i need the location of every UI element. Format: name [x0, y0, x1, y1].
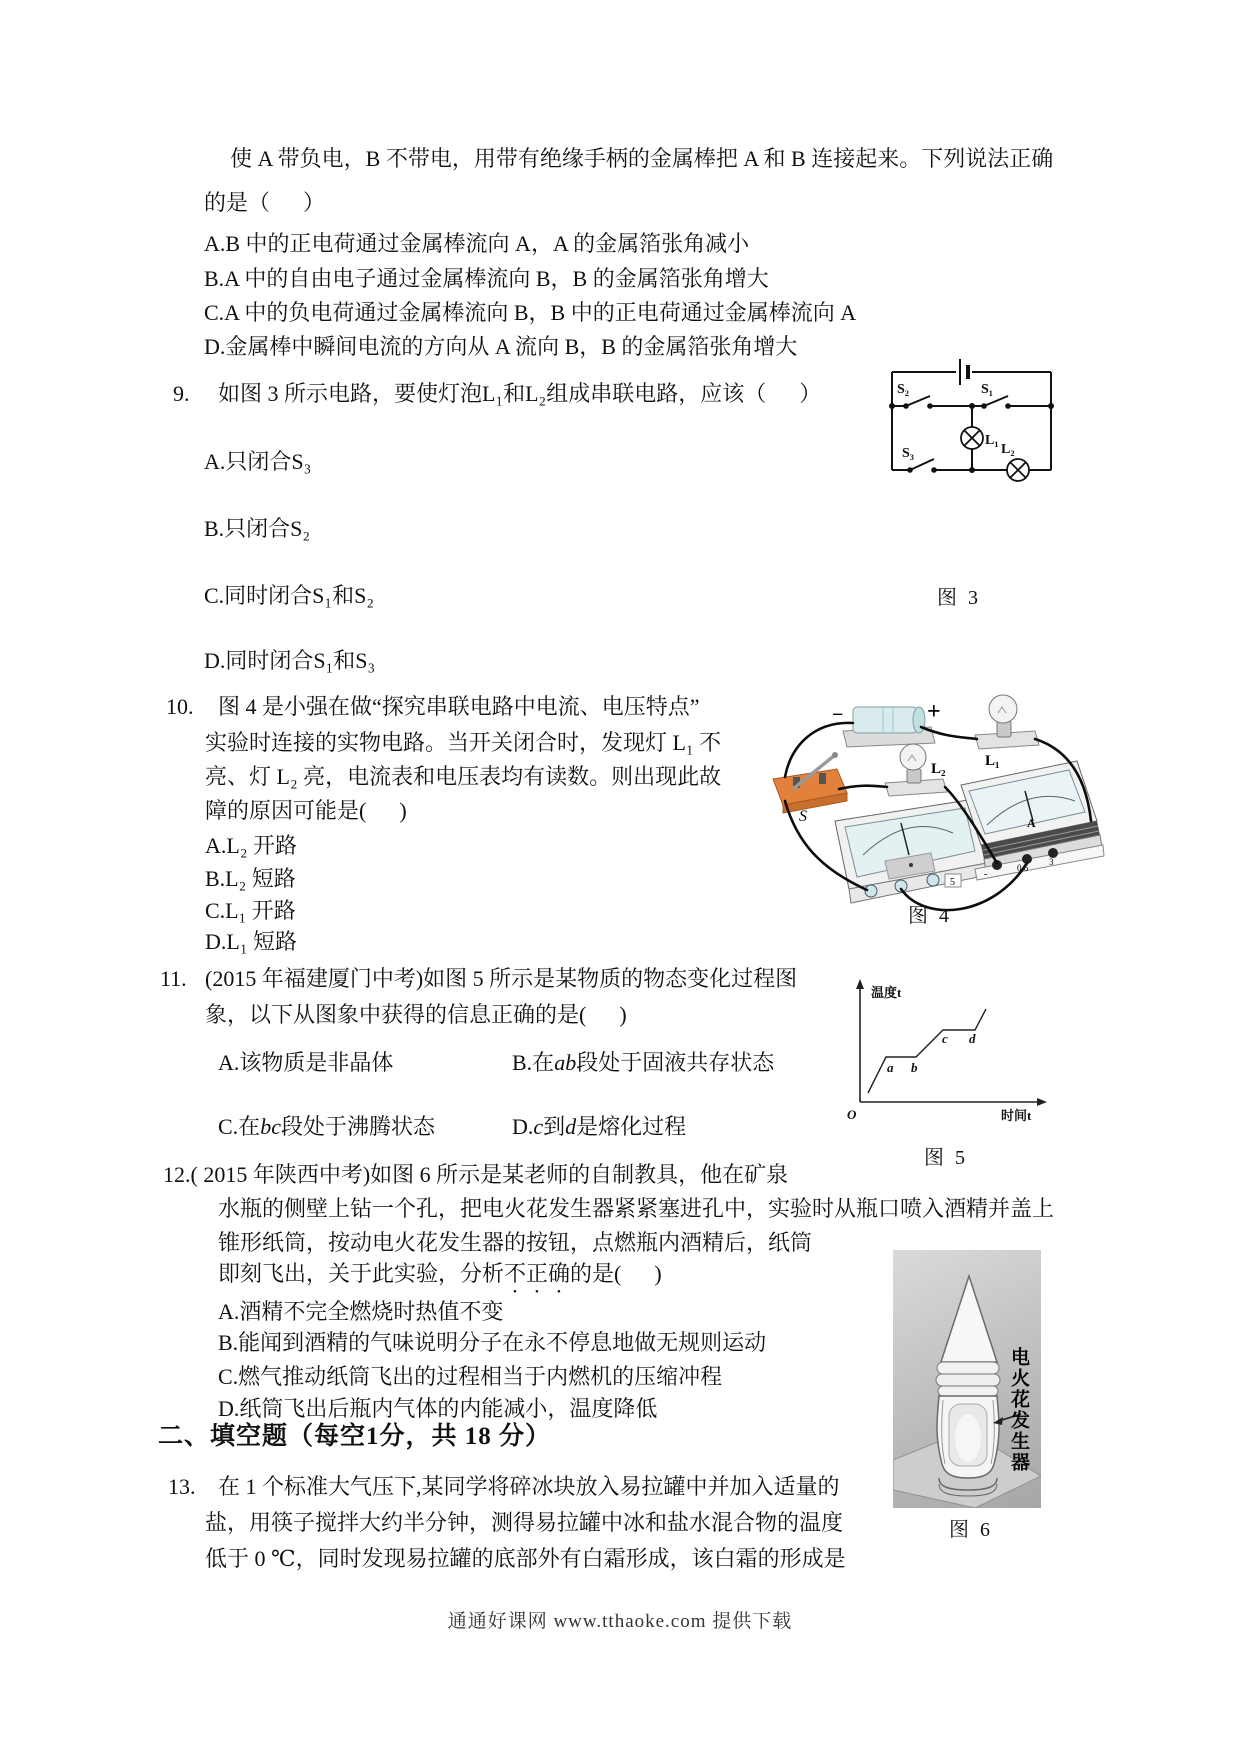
figure-3-caption: 图 3 [937, 587, 981, 609]
q13-number: 13. [168, 1474, 196, 1499]
q8-option-c: C.A 中的负电荷通过金属棒流向 B，B 中的正电荷通过金属棒流向 A [204, 300, 857, 325]
q11-option-d [512, 1114, 686, 1140]
lamp-l1-label: L₁ [985, 433, 999, 448]
figure-6-caption: 图 6 [949, 1519, 993, 1541]
q11-b-segment: ab [554, 1050, 577, 1075]
ammeter-minus-mark: - [984, 869, 988, 880]
q12-line-3: 锥形纸筒，按动电火花发生器的按钮，点燃瓶内酒精后，纸筒 [218, 1230, 813, 1255]
ammeter-a-label: A [1027, 816, 1036, 830]
ammeter-scale-3: 3 [1049, 857, 1054, 867]
switch-s2-label: S₂ [897, 382, 909, 397]
q8-option-a: A.B 中的正电荷通过金属棒流向 A，A 的金属箔张角减小 [204, 231, 750, 256]
switch-s3-label: S₃ [902, 446, 914, 461]
q13-line-1: 在 1 个标准大气压下,某同学将碎冰块放入易拉罐中并加入适量的 [218, 1474, 840, 1499]
q11-d-point-c: c [533, 1114, 544, 1139]
voltmeter-tag: 5 [950, 877, 955, 888]
bottle [936, 1276, 1000, 1496]
q12-line-1: 12.( 2015 年陕西中考)如图 6 所示是某老师的自制教具，他在矿泉 [163, 1162, 789, 1187]
switch-s1-label: S₁ [981, 382, 993, 397]
point-b-label: b [911, 1060, 918, 1075]
battery-plus-label: + [927, 699, 941, 725]
q9-stem: 如图 3 所示电路，要使灯泡L₁和L₂组成串联电路，应该（ ） [218, 381, 822, 406]
section-2-title: 二、填空题 [158, 1423, 289, 1450]
q11-d-pre: D. [512, 1114, 534, 1139]
figure-5-phase-change-graph [843, 973, 1055, 1128]
q9-option-b: B.只闭合S₂ [204, 516, 311, 541]
site-footer: 通通好课网 www.tthaoke.com 提供下载 [447, 1611, 793, 1632]
q10-line-1: 图 4 是小强在做“探究串联电路中电流、电压特点” [218, 694, 700, 719]
q11-c-segment: bc [260, 1114, 281, 1139]
q11-line-1: (2015 年福建厦门中考)如图 5 所示是某物质的物态变化过程图 [205, 966, 798, 991]
circuit-wires [892, 372, 1051, 470]
x-axis-arrow [1037, 1098, 1047, 1106]
battery-minus-label: − [832, 704, 844, 726]
figure-5-caption: 图 5 [924, 1147, 968, 1169]
q13-line-3: 低于 0 ℃，同时发现易拉罐的底部外有白霜形成，该白霜的形成是 [205, 1546, 846, 1571]
voltmeter [835, 799, 988, 903]
q11-line-2: 象，以下从图象中获得的信息正确的是( ) [205, 1002, 627, 1027]
q11-option-b [512, 1050, 774, 1076]
q9-option-d: D.同时闭合S₁和S₃ [204, 648, 376, 673]
q10-number: 10. [166, 694, 194, 719]
figure-4-caption: 图 4 [908, 905, 952, 927]
lamp-l2-label: L₂ [1001, 442, 1015, 457]
q10-option-c: C.L₁ 开路 [205, 898, 296, 923]
q12-option-c: C.燃气推动纸筒飞出的过程相当于内燃机的压缩冲程 [218, 1364, 723, 1389]
lamp-l1-label: L₁ [985, 753, 1000, 769]
q10-line-3: 亮、灯 L₂ 亮，电流表和电压表均有读数。则出现此故 [205, 764, 722, 789]
q11-d-post: 是熔化过程 [576, 1114, 687, 1139]
spark-generator-label: 电火花发生器 [1008, 1347, 1029, 1473]
q12-option-a: A.酒精不完全燃烧时热值不变 [218, 1299, 504, 1324]
figure-3-circuit-diagram [884, 356, 1059, 486]
q12-l4-post: 的是( ) [570, 1261, 662, 1286]
q8-option-b: B.A 中的自由电子通过金属棒流向 B，B 的金属箔张角增大 [204, 266, 769, 291]
lamp-l2 [885, 744, 947, 796]
graph-axes [860, 987, 1040, 1102]
section-2-header [158, 1424, 551, 1450]
q12-line-2: 水瓶的侧壁上钻一个孔，把电火花发生器紧紧塞进孔中，实验时从瓶口喷入酒精并盖上 [218, 1196, 1055, 1221]
q11-option-c [218, 1114, 435, 1140]
figure-4-experiment-photo [735, 693, 1115, 900]
y-axis-label: 温度t [871, 985, 902, 1000]
battery-symbol [960, 359, 968, 385]
q9-option-a: A.只闭合S₃ [204, 449, 312, 474]
point-a-label: a [887, 1060, 894, 1075]
q11-number: 11. [160, 966, 187, 991]
point-d-label: d [969, 1031, 976, 1046]
q10-option-d: D.L₁ 短路 [205, 929, 297, 954]
q12-emphasized-incorrect: 不正确 [504, 1261, 571, 1286]
q11-c-pre: C.在 [218, 1114, 261, 1139]
q8-line-2: 的是（ ） [204, 190, 326, 215]
q9-option-c: C.同时闭合S₁和S₂ [204, 583, 374, 608]
q10-option-a: A.L₂ 开路 [205, 833, 297, 858]
x-axis-label: 时间t [1001, 1108, 1032, 1123]
q12-option-d: D.纸筒飞出后瓶内气体的内能减小，温度降低 [218, 1396, 658, 1421]
q8-option-d: D.金属棒中瞬间电流的方向从 A 流向 B，B 的金属箔张角增大 [204, 334, 798, 359]
q11-b-pre: B.在 [512, 1050, 555, 1075]
q11-b-post: 段处于固液共存状态 [576, 1050, 775, 1075]
q11-d-mid: 到 [543, 1114, 566, 1139]
lamp-l1 [975, 695, 1039, 769]
switch-s-label: S [799, 808, 807, 825]
q11-d-point-d: d [565, 1114, 577, 1139]
q11-c-post: 段处于沸腾状态 [280, 1114, 435, 1139]
knife-switch [773, 752, 847, 825]
point-c-label: c [942, 1031, 948, 1046]
lamp-l2-label: L₂ [931, 761, 946, 777]
q10-line-4: 障的原因可能是( ) [205, 798, 407, 823]
q10-line-2: 实验时连接的实物电路。当开关闭合时，发现灯 L₁ 不 [205, 730, 722, 755]
y-axis-arrow [856, 979, 864, 989]
section-2-note: （每空1分，共 18 分） [288, 1423, 552, 1450]
q11-option-a: A.该物质是非晶体 [218, 1050, 394, 1075]
q12-option-b: B.能闻到酒精的气味说明分子在永不停息地做无规则运动 [218, 1330, 767, 1355]
q10-option-b: B.L₂ 短路 [205, 866, 296, 891]
q13-line-2: 盐，用筷子搅拌大约半分钟，测得易拉罐中冰和盐水混合物的温度 [205, 1510, 844, 1535]
origin-label: O [847, 1107, 857, 1122]
q12-line-4 [218, 1261, 662, 1298]
q8-line-1: 使 A 带负电，B 不带电，用带有绝缘手柄的金属棒把 A 和 B 连接起来。下列说法正确 [230, 146, 1054, 171]
q9-number: 9. [173, 381, 190, 406]
heating-curve [868, 1009, 986, 1093]
q12-l4-pre: 即刻飞出，关于此实验，分析 [218, 1261, 505, 1286]
ammeter-scale-06: 0.6 [1017, 863, 1029, 873]
figure-6-bottle-image [893, 1250, 1041, 1508]
